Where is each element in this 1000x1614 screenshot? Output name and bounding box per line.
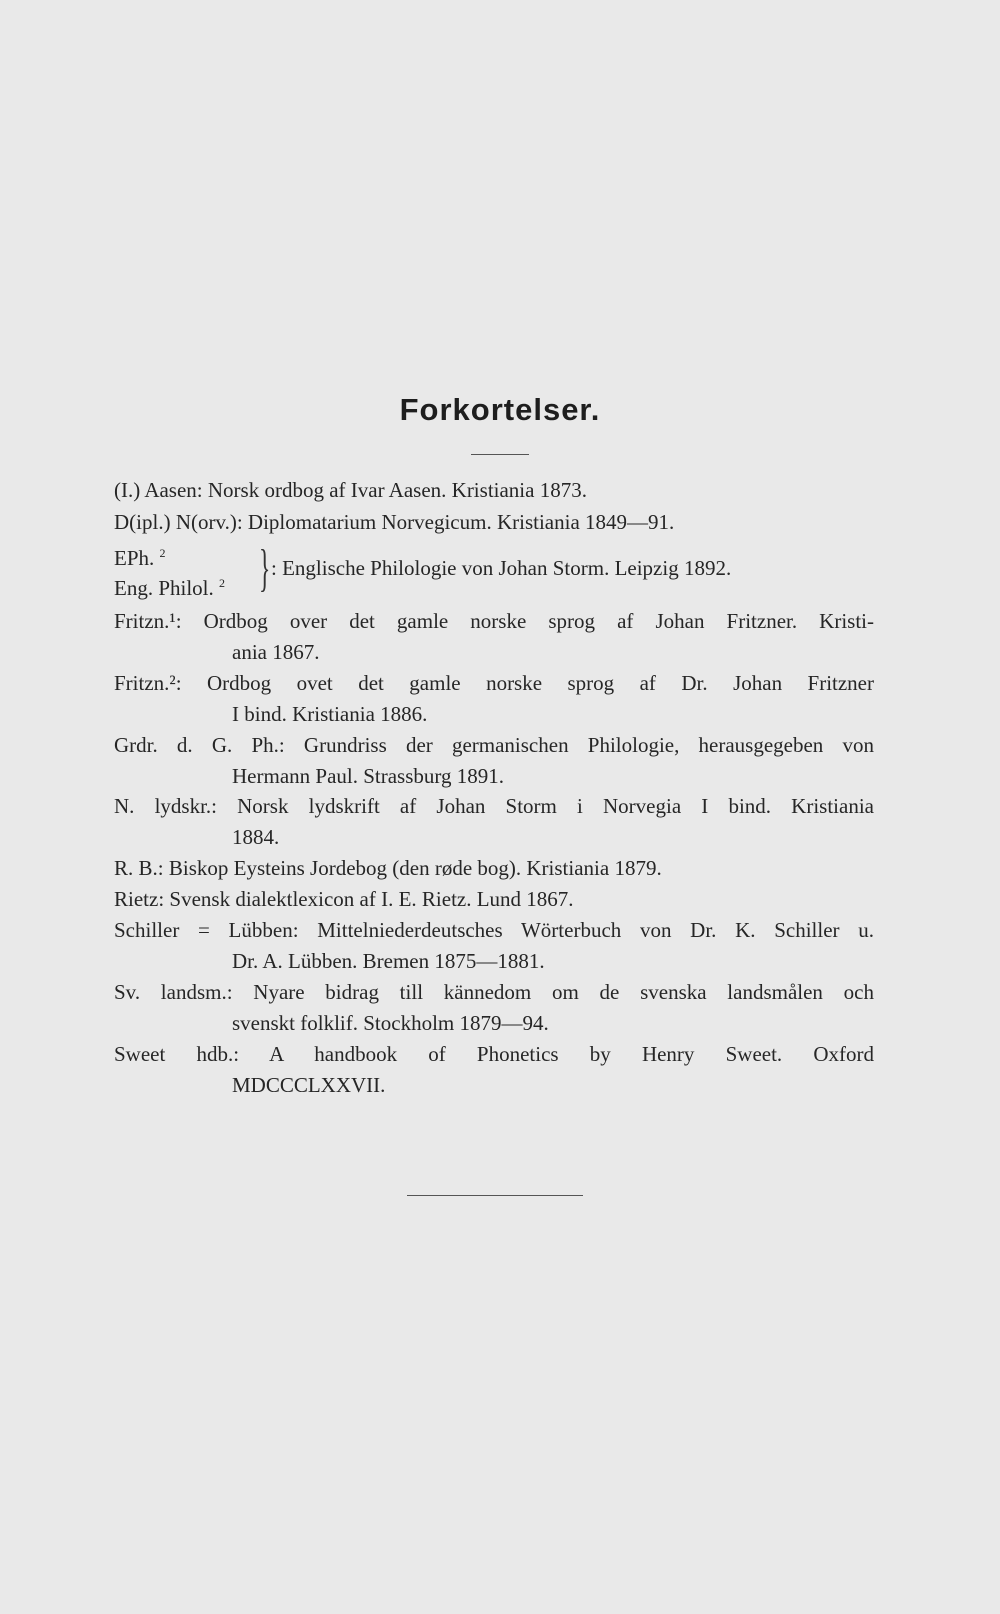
entry-line: Sweet hdb.: A handbook of Phonetics by Henry Sweet. Oxford <box>114 1042 874 1066</box>
end-rule <box>407 1195 583 1196</box>
entry-sweet-hdb <box>114 1039 874 1101</box>
page-title: Forkortelser. <box>399 392 601 427</box>
entry-line: D(ipl.) N(orv.): Diplomatarium Norvegicum. Kristiania 1849—91. <box>114 510 675 534</box>
entry-line: Sv. landsm.: Nyare bidrag till kännedom om de svenska landsmålen och <box>114 980 874 1004</box>
entry-line: Grdr. d. G. Ph.: Grundriss der germanischen Philologie, herausgegeben von <box>114 733 874 757</box>
entry-line-cont: I bind. Kristiania 1886. <box>232 702 428 726</box>
entry-dipl-norv <box>114 507 874 538</box>
entry-sv-landsm <box>114 977 874 1039</box>
entry-fritzn-2 <box>114 668 874 730</box>
entry-rietz <box>114 884 874 915</box>
entry-line-cont: MDCCCLXXVII. <box>232 1073 386 1097</box>
entry-n-lydskr <box>114 791 874 853</box>
entry-line: N. lydskr.: Norsk lydskrift af Johan Storm i Norvegia I bind. Kristiania <box>114 794 874 818</box>
title-rule <box>471 454 529 455</box>
entry-eph-eng-philol <box>114 539 874 601</box>
entry-grdr <box>114 730 874 792</box>
entry-line: Schiller = Lübben: Mittelniederdeutsches Wörterbuch von Dr. K. Schiller u. <box>114 918 874 942</box>
entry-fritzn-1 <box>114 606 874 668</box>
entry-line-cont: 1884. <box>232 825 280 849</box>
entry-line: (I.) Aasen: Norsk ordbog af Ivar Aasen. Kristiania 1873. <box>114 478 587 502</box>
entry-line: Rietz: Svensk dialektlexicon af I. E. Rietz. Lund 1867. <box>114 887 574 911</box>
abbreviation-eng-philol: Eng. Philol. $^2$ <box>114 576 226 600</box>
entry-schiller-lubben <box>114 915 874 977</box>
brace-icon: } <box>259 540 271 597</box>
entry-line-cont: Dr. A. Lübben. Bremen 1875—1881. <box>232 949 545 973</box>
entry-line-cont: ania 1867. <box>232 640 320 664</box>
entry-line-cont: Hermann Paul. Strassburg 1891. <box>232 764 505 788</box>
abbreviation-eph: EPh. $^2$ <box>114 546 166 570</box>
entry-line-cont: svenskt folklif. Stockholm 1879—94. <box>232 1011 549 1035</box>
entry-line: Fritzn.²: Ordbog ovet det gamle norske sprog af Dr. Johan Fritzner <box>114 671 874 695</box>
entry-line: Fritzn.¹: Ordbog over det gamle norske sprog af Johan Fritzner. Kristi- <box>114 609 874 633</box>
entry-line: R. B.: Biskop Eysteins Jordebog (den røde bog). Kristiania 1879. <box>114 856 662 880</box>
entry-aasen <box>114 475 874 506</box>
entry-definition: : Englische Philologie von Johan Storm. Leipzig 1892. <box>271 556 732 580</box>
entry-r-b <box>114 853 874 884</box>
